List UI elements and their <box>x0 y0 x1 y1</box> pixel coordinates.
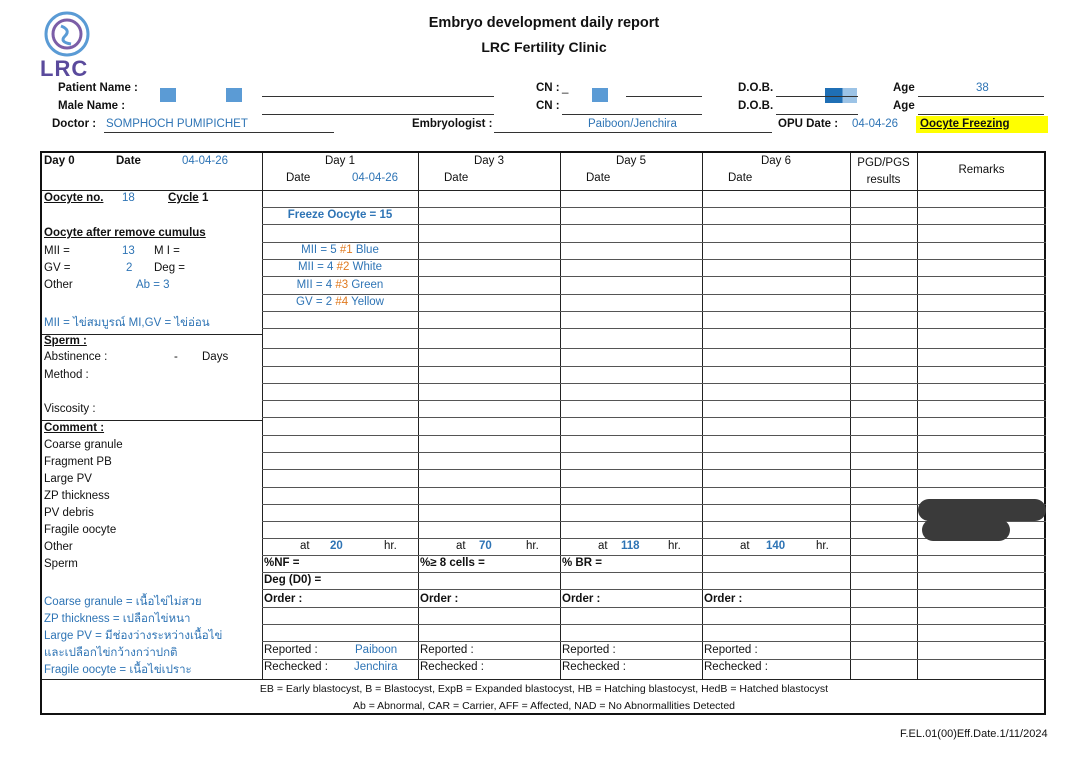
cells-8-label: %≥ 8 cells = <box>420 557 485 569</box>
oocyte-freezing-text: Oocyte Freezing <box>920 118 1010 130</box>
opu-label: OPU Date : <box>778 118 839 130</box>
grid-row-line <box>262 366 1046 367</box>
hours-value-day6: 140 <box>766 540 786 552</box>
doctor-field-line <box>104 132 334 133</box>
day1-row-num: #4 <box>335 296 349 308</box>
oocyte-freezing-badge <box>916 116 1048 133</box>
grid-row-line <box>262 589 1046 590</box>
after-remove-cumulus-label: Oocyte after remove cumulus <box>44 227 206 239</box>
comment-item: Fragile oocyte <box>44 524 117 536</box>
grid-row-line <box>262 659 1046 660</box>
day1-header: Day 1 <box>324 155 356 167</box>
grid-row-line <box>262 452 1046 453</box>
comment-thai-note: ZP thickness = เปลือกไข่หนา <box>44 613 191 625</box>
other-value: Ab = 3 <box>136 279 170 291</box>
rechecked-day6-label: Rechecked : <box>704 661 768 673</box>
cn-label-2: CN : <box>536 100 560 112</box>
comment-item: Other <box>44 541 73 553</box>
embryologist-field-line <box>494 132 772 133</box>
reported-day1-value: Paiboon <box>355 644 398 656</box>
hours-value-day1: 20 <box>330 540 343 552</box>
order-day5: Order : <box>562 593 601 605</box>
pgd-header <box>850 155 917 189</box>
comment-thai-note: Coarse granule = เนื้อไข่ไม่สวย <box>44 596 202 608</box>
form-code: F.EL.01(00)Eff.Date.1/11/2024 <box>900 728 1048 740</box>
comment-item: Coarse granule <box>44 439 123 451</box>
remarks-header: Remarks <box>958 164 1005 176</box>
age-label: Age <box>893 82 915 94</box>
redacted-remark <box>918 499 1046 521</box>
grid-row-line <box>262 383 1046 384</box>
day3-header: Day 3 <box>473 155 505 167</box>
day1-row-pre: GV = 2 <box>296 296 336 308</box>
grid-row-line <box>262 555 1046 556</box>
day1-oocyte-row <box>262 296 418 308</box>
mi-label: M I = <box>154 245 180 257</box>
reported-day1-label: Reported : <box>264 644 318 656</box>
age-field-2[interactable] <box>918 114 1044 115</box>
comment-item: ZP thickness <box>44 490 110 502</box>
day0-date-label: Date <box>116 155 141 167</box>
day1-row-color: White <box>349 261 383 273</box>
cycle-label: Cycle <box>168 192 199 204</box>
doctor-value: SOMPHOCH PUMIPICHET <box>106 118 248 130</box>
day1-row-num: #3 <box>335 279 349 291</box>
cn-label: CN : <box>536 82 560 94</box>
doctor-label: Doctor : <box>52 118 97 130</box>
report-title: Embryo development daily report <box>428 15 660 31</box>
gv-value: 2 <box>126 262 133 274</box>
hours-at-day3: at <box>456 540 466 552</box>
day5-header: Day 5 <box>615 155 647 167</box>
grid-row-line <box>262 469 1046 470</box>
gv-label: GV = <box>44 262 71 274</box>
other-label: Other <box>44 279 73 291</box>
cn-field[interactable] <box>626 96 702 97</box>
comment-item: Sperm <box>44 558 78 570</box>
grid-row-line <box>262 276 1046 277</box>
grid-row-line <box>262 224 1046 225</box>
age-label-2: Age <box>893 100 915 112</box>
day1-row-pre: MII = 4 <box>297 261 337 273</box>
comment-item: Large PV <box>44 473 92 485</box>
day1-row-color: Yellow <box>348 296 384 308</box>
redacted-block <box>592 88 608 102</box>
freeze-oocyte-entry: Freeze Oocyte = 15 <box>287 209 393 221</box>
reported-day3-label: Reported : <box>420 644 474 656</box>
redacted-block <box>160 88 176 102</box>
day1-oocyte-row <box>262 244 418 256</box>
report-table <box>40 151 1046 715</box>
grid-row-line <box>262 487 1046 488</box>
comment-thai-note: และเปลือกไข่กว้างกว่าปกติ <box>44 647 178 659</box>
reported-day6-label: Reported : <box>704 644 758 656</box>
male-name-label: Male Name : <box>58 100 126 112</box>
mii-value: 13 <box>122 245 135 257</box>
grid-row-line <box>262 242 1046 243</box>
reported-day5-label: Reported : <box>562 644 616 656</box>
pgd-header-line2: results <box>866 174 901 186</box>
hours-hr-day6: hr. <box>816 540 829 552</box>
deg-d0-label: Deg (D0) = <box>264 574 322 586</box>
grid-row-line <box>262 641 1046 642</box>
order-day6: Order : <box>704 593 743 605</box>
cn-field-2[interactable] <box>562 114 702 115</box>
day0-label: Day 0 <box>44 155 75 167</box>
grid-row-line <box>262 328 1046 329</box>
dob-label-2: D.O.B. <box>738 100 774 112</box>
thai-maturity-note: MII = ไข่สมบูรณ์ MI,GV = ไข่อ่อน <box>44 317 210 329</box>
cycle-value: 1 <box>202 192 209 204</box>
grid-row-line <box>262 259 1046 260</box>
day1-row-pre: MII = 4 <box>296 279 336 291</box>
redacted-block <box>226 88 242 102</box>
grid-row-line <box>262 435 1046 436</box>
patient-name-field[interactable] <box>262 96 494 97</box>
grid-row-line <box>262 348 1046 349</box>
hours-value-day3: 70 <box>479 540 492 552</box>
day0-date-value: 04-04-26 <box>182 155 229 167</box>
opu-value: 04-04-26 <box>852 118 899 130</box>
day1-oocyte-row <box>262 261 418 273</box>
order-day1: Order : <box>264 593 303 605</box>
hours-at-day6: at <box>740 540 750 552</box>
redacted-remark <box>922 519 1010 541</box>
report-subtitle: LRC Fertility Clinic <box>481 39 607 55</box>
hours-value-day5: 118 <box>621 540 640 552</box>
grid-row-line <box>262 294 1046 295</box>
day6-date-label: Date <box>728 172 753 184</box>
day5-date-label: Date <box>586 172 611 184</box>
dob-field-2[interactable] <box>776 114 858 115</box>
day1-row-num: #2 <box>336 261 350 273</box>
comment-thai-note: Fragile oocyte = เนื้อไข่เปราะ <box>44 664 192 676</box>
viscosity-label: Viscosity : <box>44 403 96 415</box>
comment-title: Comment : <box>44 422 105 434</box>
hours-hr-day3: hr. <box>526 540 539 552</box>
abstinence-label: Abstinence : <box>44 351 108 363</box>
rechecked-day1-label: Rechecked : <box>264 661 328 673</box>
grid-row-line <box>262 400 1046 401</box>
day1-row-num: #1 <box>339 244 353 256</box>
day3-date-label: Date <box>444 172 469 184</box>
hours-hr-day1: hr. <box>384 540 397 552</box>
grid-row-line <box>262 624 1046 625</box>
br-label: % BR = <box>562 557 602 569</box>
logo-text: LRC <box>40 56 89 81</box>
pgd-header-line1: PGD/PGS <box>857 157 910 169</box>
age-field[interactable] <box>918 96 1044 97</box>
oocyte-no-value: 18 <box>122 192 135 204</box>
rechecked-day3-label: Rechecked : <box>420 661 484 673</box>
grid-row-line <box>262 572 1046 573</box>
age-value: 38 <box>976 82 989 94</box>
comment-item: PV debris <box>44 507 94 519</box>
day1-row-pre: MII = 5 <box>301 244 340 256</box>
rechecked-day1-value: Jenchira <box>354 661 398 673</box>
day6-header: Day 6 <box>760 155 792 167</box>
rechecked-day5-label: Rechecked : <box>562 661 626 673</box>
abstinence-dash: - <box>174 351 178 363</box>
header-row-line <box>42 190 1046 191</box>
male-name-field[interactable] <box>262 114 494 115</box>
embryologist-label: Embryologist : <box>412 118 493 130</box>
hours-at-day1: at <box>300 540 310 552</box>
legend-line-2: Ab = Abnormal, CAR = Carrier, AFF = Affected, NAD = No Abnormallities Detected <box>352 700 736 712</box>
order-day3: Order : <box>420 593 459 605</box>
embryologist-value: Paiboon/Jenchira <box>588 118 677 130</box>
day1-row-color: Green <box>348 279 384 291</box>
day1-row-color: Blue <box>352 244 379 256</box>
cn-prefix: _ <box>562 82 569 94</box>
grid-row-line <box>262 607 1046 608</box>
legend-line-1: EB = Early blastocyst, B = Blastocyst, ExpB = Expanded blastocyst, HB = Hatching blastocyst, HedB = Hatched blastocyst <box>259 683 829 695</box>
deg-label: Deg = <box>154 262 186 274</box>
grid-row-line <box>262 417 1046 418</box>
dob-field[interactable] <box>776 96 858 97</box>
day1-date-label: Date <box>286 172 311 184</box>
hours-at-day5: at <box>598 540 608 552</box>
dob-label: D.O.B. <box>738 82 774 94</box>
oocyte-no-label: Oocyte no. <box>44 192 104 204</box>
patient-name-label: Patient Name : <box>58 82 138 94</box>
comment-thai-note: Large PV = มีช่องว่างระหว่างเนื้อไข่ <box>44 630 223 642</box>
day1-date-value: 04-04-26 <box>352 172 399 184</box>
mii-label: MII = <box>44 245 70 257</box>
grid-row-line <box>262 311 1046 312</box>
sperm-title: Sperm : <box>44 335 87 347</box>
day1-oocyte-row <box>262 279 418 291</box>
comment-item: Fragment PB <box>44 456 112 468</box>
days-label: Days <box>202 351 229 363</box>
hours-hr-day5: hr. <box>668 540 681 552</box>
method-label: Method : <box>44 369 89 381</box>
grid-row-line <box>262 207 1046 208</box>
nf-label: %NF = <box>264 557 300 569</box>
